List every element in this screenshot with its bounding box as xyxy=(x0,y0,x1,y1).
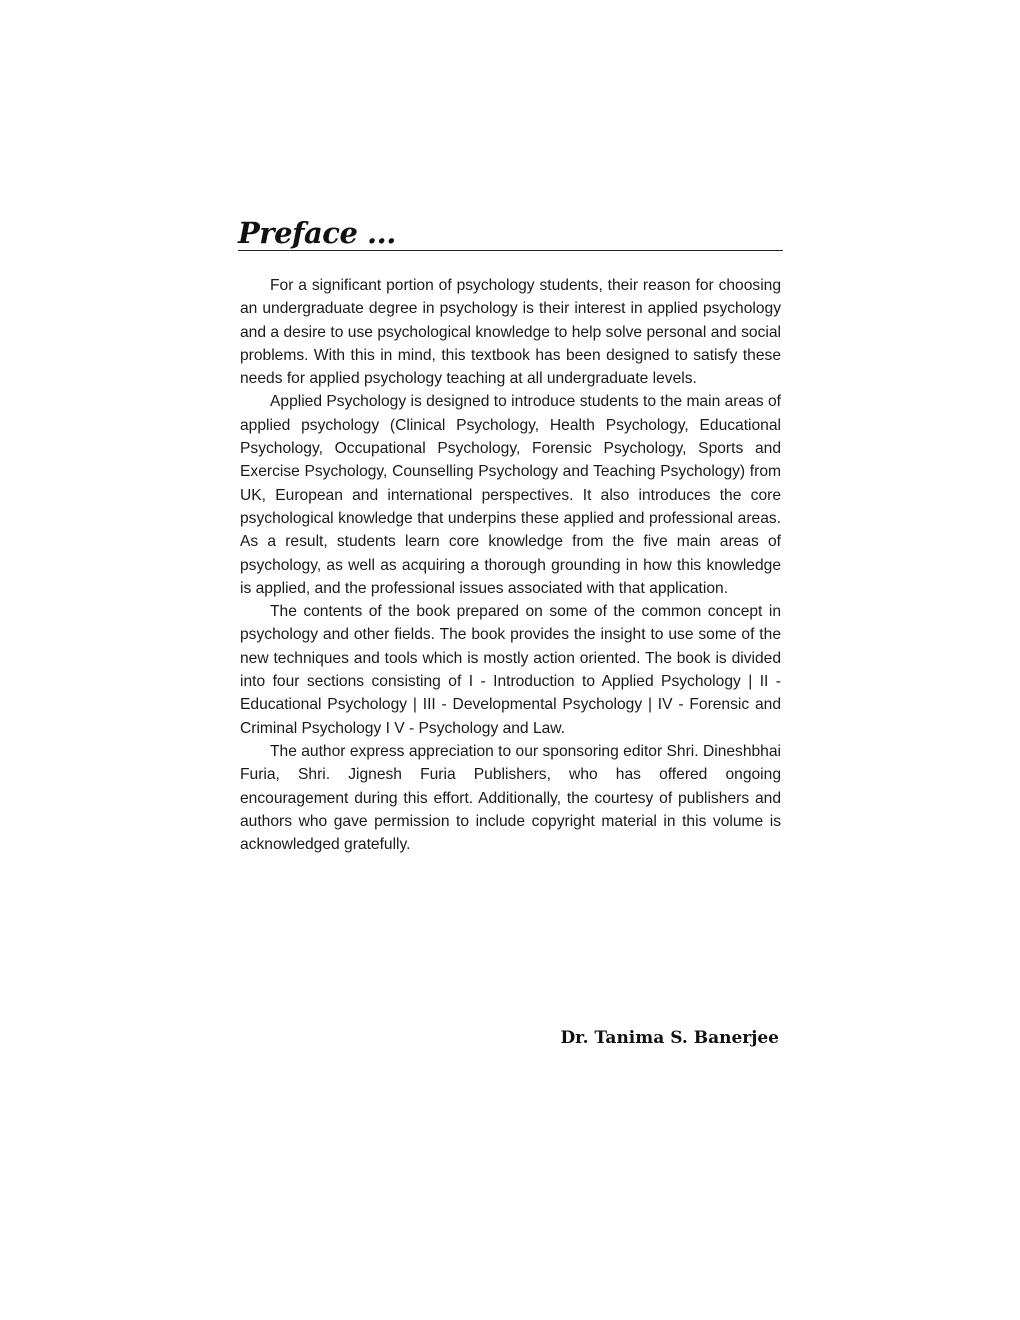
page-title: Preface ... xyxy=(238,216,396,250)
preface-heading xyxy=(238,204,783,251)
paragraph-1: For a significant portion of psychology students, their reason for choosing an undergraduate degree in psychology is their interest in applied psychology and a desire to use psychological knowledge to help solve personal and social problems. With this in mind, this textbook has been designed to satisfy these needs for applied psychology teaching at all undergraduate levels. xyxy=(240,277,781,388)
paragraph-3: The contents of the book prepared on some of the common concept in psychology and other fields. The book provides the insight to use some of the new techniques and tools which is mostly action oriented. The book is divided into four sections consisting of I - Introduction to Applied Psychology | II - Educational Psychology | III - Developmental Psychology | IV - Forensic and Criminal Psychology I V - Psychology and Law. xyxy=(240,603,781,737)
paragraph-4: The author express appreciation to our sponsoring editor Shri. Dineshbhai Furia, Shri. Jignesh Furia Publishers, who has offered ongoing encouragement during this effort. Additionally, the courtesy of publishers and authors who gave permission to include copyright material in this volume is acknowledged gratefully. xyxy=(240,742,781,854)
preface-body xyxy=(240,274,781,856)
author-signature: Dr. Tanima S. Banerjee xyxy=(560,1028,779,1048)
paragraph-2: Applied Psychology is designed to introduce students to the main areas of applied psychology (Clinical Psychology, Health Psychology, Educational Psychology, Occupational Psychology, Forensic Psychology, Sports and Exercise Psychology, Counselling Psychology and Teaching Psychology) from UK, European and international perspectives. It also introduces the core psychological knowledge that underpins these applied and professional areas. As a result, students learn core knowledge from the five main areas of psychology, as well as acquiring a thorough grounding in how this knowledge is applied, and the professional issues associated with that application. xyxy=(240,393,781,597)
